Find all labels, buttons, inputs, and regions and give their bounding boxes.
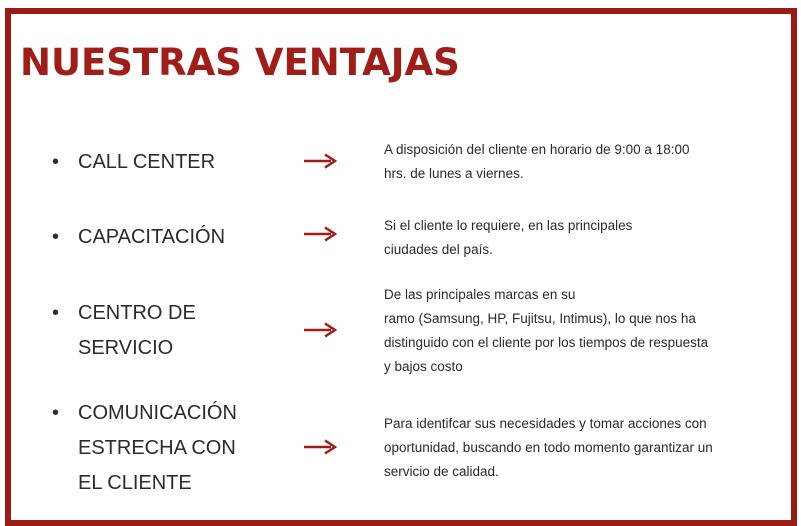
description-line: Para identifcar sus necesidades y tomar acciones con	[384, 416, 707, 431]
bullet-icon: •	[52, 226, 60, 248]
advantage-label-line: CAPACITACIÓN	[78, 226, 226, 248]
advantage-description	[384, 138, 754, 186]
advantage-description	[384, 412, 754, 484]
advantage-label-line: SERVICIO	[78, 337, 174, 359]
bullet-icon: •	[52, 151, 60, 173]
description-line: ciudades del país.	[384, 242, 493, 257]
description-line: De las principales marcas en su	[384, 287, 576, 302]
right-arrow-icon	[304, 153, 338, 169]
description-line: y bajos costo	[384, 359, 463, 374]
description-line: distinguido con el cliente por los tiempos de respuesta	[384, 335, 709, 350]
description-line: A disposición del cliente en horario de 9:00 a 18:00	[384, 142, 690, 157]
description-line: ramo (Samsung, HP, Fujitsu, Intimus), lo que nos ha	[384, 311, 696, 326]
bullet-icon: •	[52, 402, 60, 424]
description-line: Si el cliente lo requiere, en las principales	[384, 218, 633, 233]
bullet-icon: •	[52, 302, 60, 324]
advantage-label-line: COMUNICACIÓN	[78, 402, 237, 424]
description-line: hrs. de lunes a viernes.	[384, 166, 524, 181]
advantage-description	[384, 214, 754, 262]
advantage-label-line: CALL CENTER	[78, 151, 216, 173]
advantage-label-line: ESTRECHA CON	[78, 437, 236, 459]
description-line: oportunidad, buscando en todo momento garantizar un	[384, 440, 713, 455]
right-arrow-icon	[304, 439, 338, 455]
description-line: servicio de calidad.	[384, 464, 499, 479]
advantage-label-line: CENTRO DE	[78, 302, 196, 324]
right-arrow-icon	[304, 322, 338, 338]
advantage-description	[384, 283, 754, 379]
advantage-label-line: EL CLIENTE	[78, 472, 192, 494]
page-title: NUESTRAS VENTAJAS	[20, 41, 460, 84]
right-arrow-icon	[304, 226, 338, 242]
